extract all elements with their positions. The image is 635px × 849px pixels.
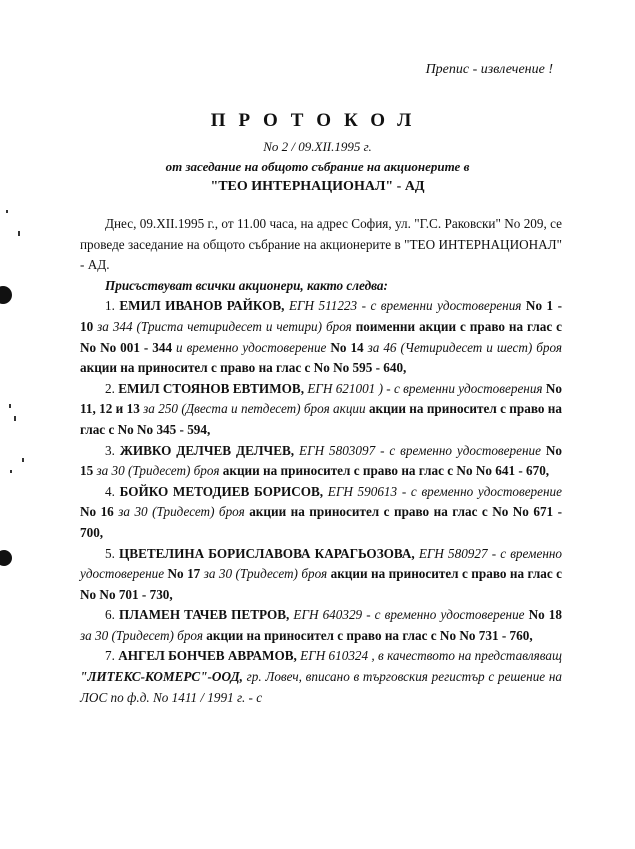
shareholder-name: ЖИВКО ДЕЛЧЕВ ДЕЛЧЕВ,: [119, 442, 295, 458]
shareholder-name: ЦВЕТЕЛИНА БОРИСЛАВОВА КАРАГЬОЗОВА,: [119, 545, 415, 561]
shareholder-entry: 1. ЕМИЛ ИВАНОВ РАЙКОВ, ЕГН 511223 - с временни удостоверения No 1 - 10 за 344 (Триста четиридесет и четири) броя поименни акции с право на глас с No No 001 - 344 и временно удостоверение No 14 за 46 (Четиридесет и шест) броя акции на приносител с право на глас с No No 595 - 640,: [80, 298, 562, 376]
document-body: [80, 214, 562, 708]
shareholder-entry: 2. ЕМИЛ СТОЯНОВ ЕВТИМОВ, ЕГН 621001 ) - с временни удостоверения No 11, 12 и 13 за 250 (Двеста и петдесет) броя акции акции на приносител с право на глас с No No 345 - 594,: [80, 380, 562, 437]
shareholder-entry: 4. БОЙКО МЕТОДИЕВ БОРИСОВ, ЕГН 590613 - с временно удостоверение No 16 за 30 (Тридесет) броя акции на приносител с право на глас с No No 671 - 700,: [80, 483, 562, 540]
shareholder-name: БОЙКО МЕТОДИЕВ БОРИСОВ,: [119, 483, 324, 499]
shareholder-name: АНГЕЛ БОНЧЕВ АВРАМОВ,: [118, 648, 297, 664]
shareholder-egn: ЕГН 610324: [300, 648, 369, 664]
company-name: "ТЕО ИНТЕРНАЦИОНАЛ" - АД: [210, 179, 425, 194]
shareholder-entry: 6. ПЛАМЕН ТАЧЕВ ПЕТРОВ, ЕГН 640329 - с временно удостоверение No 18 за 30 (Тридесет) броя акции на приносител с право на глас с No No 731 - 760,: [80, 607, 562, 643]
shareholder-name: ЕМИЛ ИВАНОВ РАЙКОВ,: [119, 298, 285, 314]
document-title: ПРОТОКОЛ: [210, 110, 425, 131]
shareholder-egn: ЕГН 621001: [307, 380, 376, 396]
shareholder-entry: 7. АНГЕЛ БОНЧЕВ АВРАМОВ, ЕГН 610324 , в качеството на представляващ "ЛИТЕКС-КОМЕРС"-ООД, гр. Ловеч, вписано в търговския регистър с решение на ЛОС по ф.д. No 1411 / 1991 г. - с: [80, 648, 562, 705]
punch-hole: [0, 286, 12, 304]
shareholder-egn: ЕГН 580927: [418, 545, 488, 561]
shareholder-name: ПЛАМЕН ТАЧЕВ ПЕТРОВ,: [118, 607, 290, 623]
firm-name: "ЛИТЕКС-КОМЕРС"-ООД,: [80, 669, 243, 685]
shareholder-entry: 3. ЖИВКО ДЕЛЧЕВ ДЕЛЧЕВ, ЕГН 5803097 - с временно удостоверение No 15 за 30 (Тридесет) броя акции на приносител с право на глас с No No 641 - 670,: [80, 442, 562, 479]
protocol-subtitle: от заседание на общото събрание на акционерите в: [165, 159, 470, 174]
present-heading: Присъствуват всички акционери, както следва:: [105, 277, 388, 293]
shareholder-name: ЕМИЛ СТОЯНОВ ЕВТИМОВ,: [118, 380, 304, 396]
shareholder-egn: ЕГН 511223: [288, 298, 358, 314]
protocol-number: No 2 / 09.XII.1995 г.: [263, 139, 372, 154]
punch-hole: [0, 550, 12, 566]
scan-speck: [22, 458, 24, 462]
shareholder-entry: 5. ЦВЕТЕЛИНА БОРИСЛАВОВА КАРАГЬОЗОВА, ЕГН 580927 - с временно удостоверение No 17 за 30 (Тридесет) броя акции на приносител с право на глас с No No 701 - 730,: [80, 545, 563, 602]
scan-speck: [9, 404, 11, 408]
intro-paragraph: Днес, 09.XII.1995 г., от 11.00 часа, на адрес София, ул. "Г.С. Раковски" No 209, се проведе заседание на общото събрание на акционерите в "ТЕО ИНТЕРНАЦИОНАЛ" - АД.: [80, 216, 562, 273]
scan-speck: [18, 231, 20, 236]
shareholder-egn: ЕГН 5803097: [299, 442, 376, 458]
shareholder-egn: ЕГН 590613: [327, 483, 398, 499]
scan-speck: [14, 416, 16, 421]
shareholder-egn: ЕГН 640329: [293, 607, 363, 623]
scan-speck: [6, 210, 8, 213]
copy-note: Препис - извлечение !: [425, 62, 553, 77]
scan-speck: [10, 470, 12, 473]
